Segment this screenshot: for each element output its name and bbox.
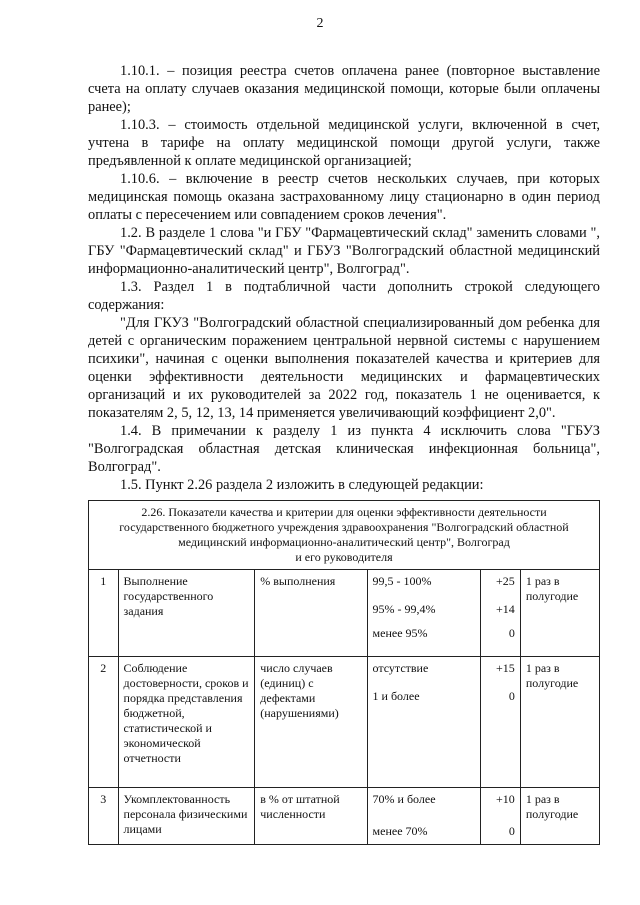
value-ranges — [367, 657, 480, 788]
row-number: 2 — [89, 657, 119, 788]
caption-line: медицинский информационно-аналитический центр", Волгоград — [178, 535, 510, 549]
value-range: отсутствие — [372, 661, 429, 675]
frequency: 1 раз в полугодие — [520, 657, 599, 788]
paragraph-quote: "Для ГКУЗ "Волгоградский областной специализированный дом ребенка для детей с органическим поражением центральной нервной системы с нарушением психики", начиная с оценки выполнения показателей качества и критериев для оценки эффективности деятельности медицинских и фармацевтических организаций и их руководителей за 2022 год, показатель 1 не оценивается, к показателям 2, 5, 12, 13, 14 применяется увеличивающий коэффициент 2,0". — [88, 315, 600, 421]
value-range: 99,5 - 100% — [372, 574, 432, 588]
paragraph-1-10-1: 1.10.1. – позиция реестра счетов оплачена ранее (повторное выставление счета на оплату случаев оказания медицинской помощи, которые были оплачены ранее); — [88, 63, 600, 115]
value-range: 70% и более — [372, 792, 436, 806]
point-value: +14 — [496, 602, 515, 616]
point-value: +15 — [496, 661, 515, 675]
indicator-name: Укомплектованность персонала физическими лицами — [118, 788, 255, 845]
point-value: +25 — [496, 574, 515, 588]
points — [481, 788, 521, 845]
points — [481, 657, 521, 788]
paragraph-1-10-6: 1.10.6. – включение в реестр счетов нескольких случаев, при которых медицинская помощь оказана застрахованному лицу стационарно в один период оплаты с пересечением или совпадением сроков лечения". — [88, 171, 600, 223]
point-value: +10 — [496, 792, 515, 806]
value-range: менее 70% — [372, 824, 428, 838]
value-range: 95% - 99,4% — [372, 602, 436, 616]
indicator-name: Выполнение государственного задания — [118, 570, 255, 657]
table-header-row — [89, 501, 600, 570]
table-row — [89, 788, 600, 845]
paragraph-1-10-3: 1.10.3. – стоимость отдельной медицинской услуги, включенной в счет, учтена в тарифе на оплату медицинской помощи другой услуги, также предъявленной к оплате медицинской организацией; — [88, 117, 600, 169]
frequency: 1 раз в полугодие — [520, 570, 599, 657]
table-row — [89, 657, 600, 788]
measure-unit: % выполнения — [255, 570, 367, 657]
table-caption — [89, 501, 600, 570]
table-row — [89, 570, 600, 657]
caption-line: 2.26. Показатели качества и критерии для оценки эффективности деятельности — [141, 505, 547, 519]
row-number: 1 — [89, 570, 119, 657]
value-ranges — [367, 570, 480, 657]
frequency: 1 раз в полугодие — [520, 788, 599, 845]
criteria-table — [88, 500, 600, 845]
value-ranges — [367, 788, 480, 845]
value-range: 1 и более — [372, 689, 420, 703]
document-body — [88, 62, 600, 494]
page-number: 2 — [316, 16, 324, 31]
point-value: 0 — [508, 824, 515, 838]
paragraph-1-5: 1.5. Пункт 2.26 раздела 2 изложить в следующей редакции: — [120, 477, 484, 493]
caption-line: и его руководителя — [295, 550, 393, 564]
row-number: 3 — [89, 788, 119, 845]
paragraph-1-3: 1.3. Раздел 1 в подтабличной части дополнить строкой следующего содержания: — [88, 279, 600, 313]
points — [481, 570, 521, 657]
paragraph-1-2: 1.2. В разделе 1 слова "и ГБУ "Фармацевтический склад" заменить словами ", ГБУ "Фармацевтический склад" и ГБУЗ "Волгоградский областной медицинский информационно-аналитический центр", Волгоград". — [88, 225, 600, 277]
measure-unit: в % от штатной численности — [255, 788, 367, 845]
caption-line: государственного бюджетного учреждения здравоохранения "Волгоградский областной — [119, 520, 569, 534]
value-range: менее 95% — [372, 626, 428, 640]
indicator-name: Соблюдение достоверности, сроков и порядка представления бюджетной, статистической и экономической отчетности — [118, 657, 255, 788]
point-value: 0 — [508, 689, 515, 703]
point-value: 0 — [508, 626, 515, 640]
paragraph-1-4: 1.4. В примечании к разделу 1 из пункта 4 исключить слова "ГБУЗ "Волгоградская областная детская клиническая инфекционная больница", Волгоград". — [88, 423, 600, 475]
measure-unit: число случаев (единиц) с дефектами (нарушениями) — [255, 657, 367, 788]
